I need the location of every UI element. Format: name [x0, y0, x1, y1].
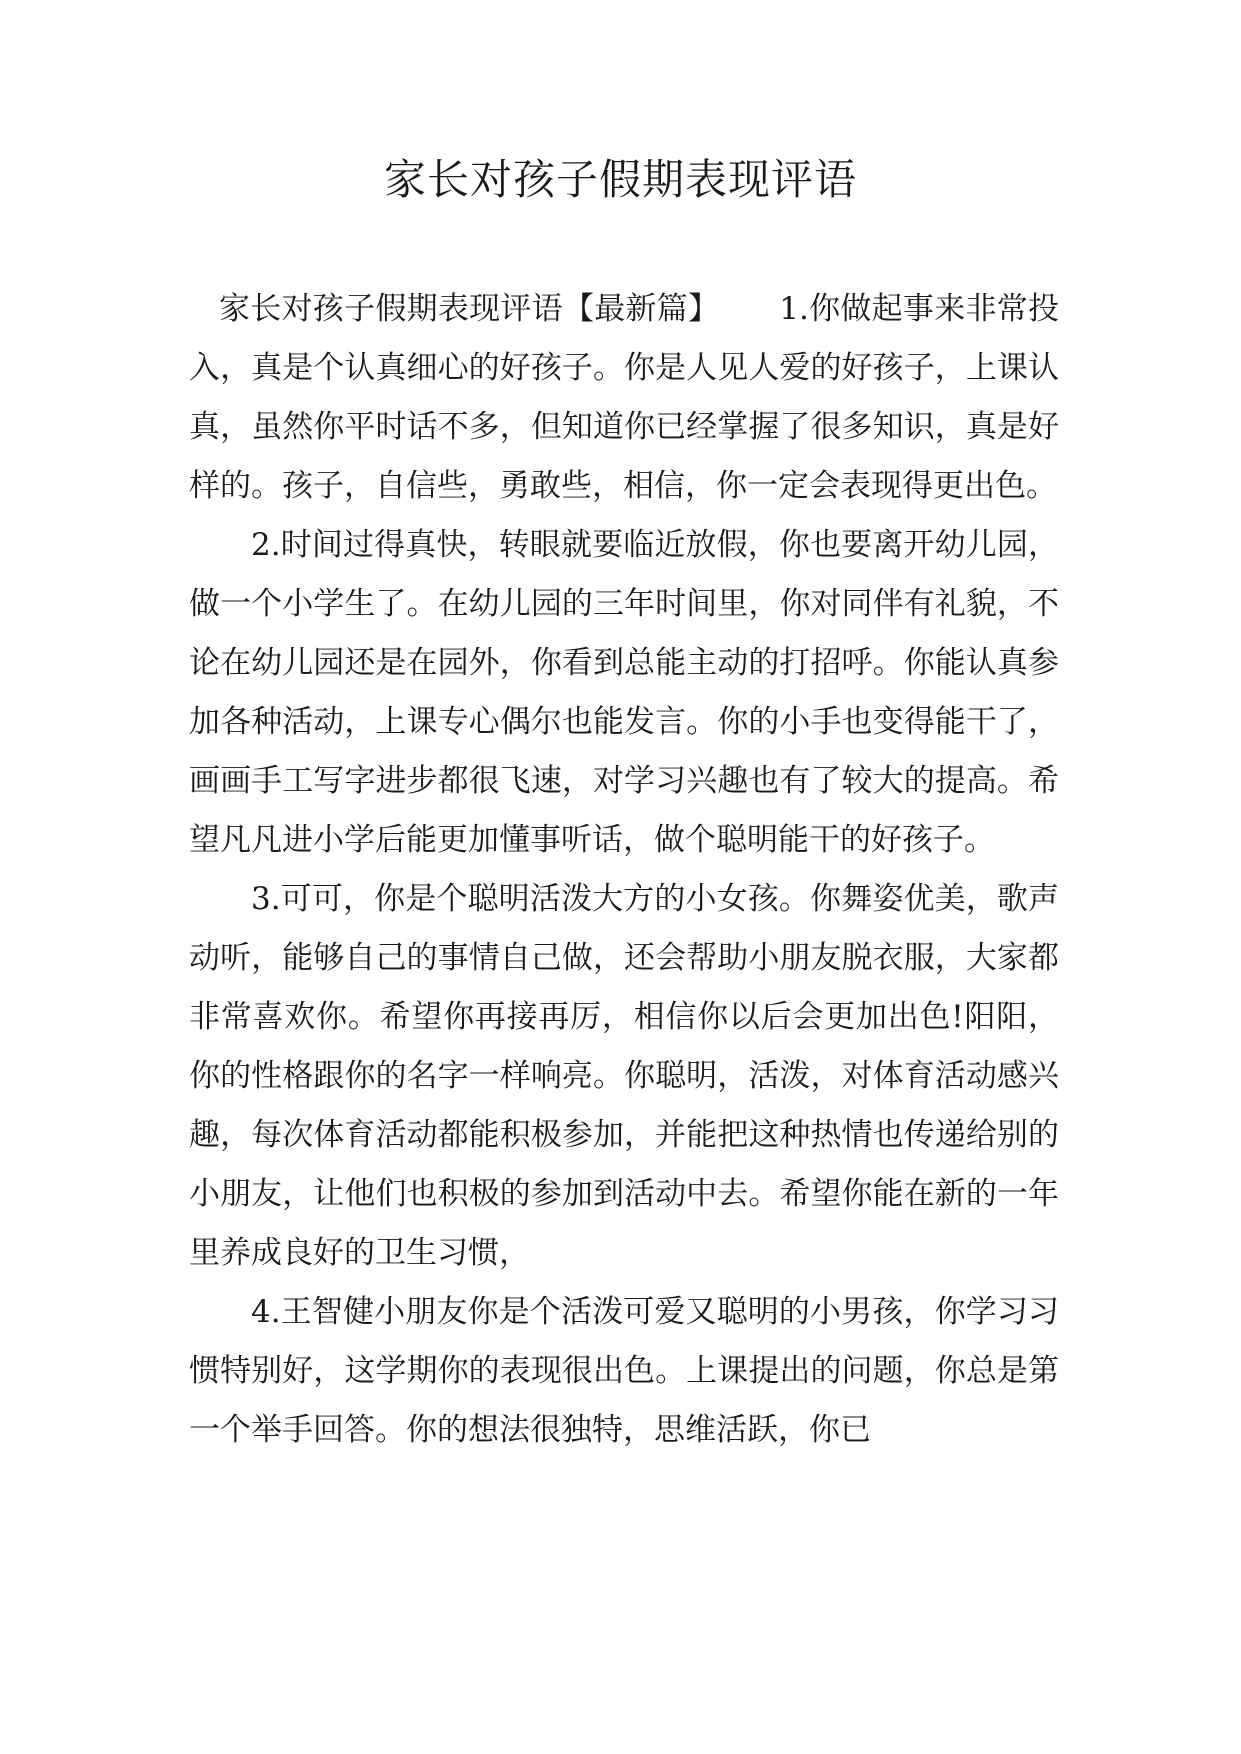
paragraph-3: 3.可可，你是个聪明活泼大方的小女孩。你舞姿优美，歌声动听，能够自己的事情自己做，还会帮助小朋友脱衣服，大家都非常喜欢你。希望你再接再厉，相信你以后会更加出色!阳阳，你的性格跟你的名字一样响亮。你聪明，活泼，对体育活动感兴趣，每次体育活动都能积极参加，并能把这种热情也传递给别的小朋友，让他们也积极的参加到活动中去。希望你能在新的一年里养成良好的卫生习惯，: [189, 881, 1059, 1271]
paragraph-4: 4.王智健小朋友你是个活泼可爱又聪明的小男孩，你学习习惯特别好，这学期你的表现很出色。上课提出的问题，你总是第一个举手回答。你的想法很独特，思维活跃，你已: [189, 1294, 1059, 1448]
document-body: [189, 280, 1059, 1460]
paragraph-1: [189, 280, 1059, 516]
paragraph-1-text: 1.你做起事来非常投入，真是个认真细心的好孩子。你是人见人爱的好孩子，上课认真，虽然你平时话不多，但知道你已经掌握了很多知识，真是好样的。孩子，自信些，勇敢些，相信，你一定会表现得更出色。: [189, 291, 1059, 504]
paragraph-2: 2.时间过得真快，转眼就要临近放假，你也要离开幼儿园，做一个小学生了。在幼儿园的三年时间里，你对同伴有礼貌，不论在幼儿园还是在园外，你看到总能主动的打招呼。你能认真参加各种活动，上课专心偶尔也能发言。你的小手也变得能干了，画画手工写字进步都很飞速，对学习兴趣也有了较大的提高。希望凡凡进小学后能更加懂事听话，做个聪明能干的好孩子。: [189, 527, 1059, 858]
intro-heading: 家长对孩子假期表现评语【最新篇】: [219, 291, 720, 327]
document-title: 家长对孩子假期表现评语: [383, 155, 857, 204]
